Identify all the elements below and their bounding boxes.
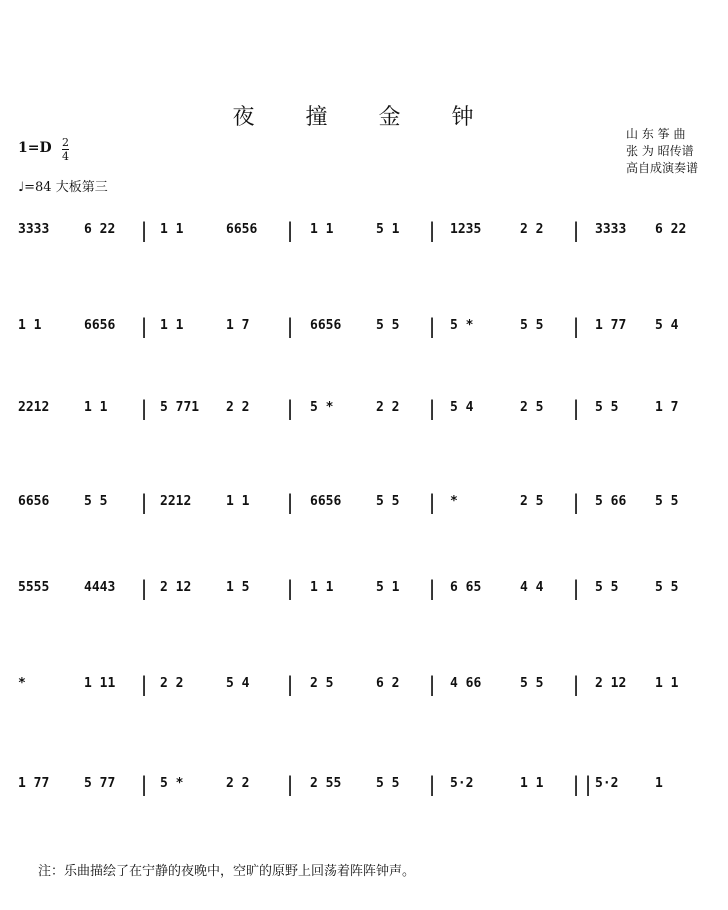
note-group: 5 5: [655, 580, 679, 595]
note-group: 2 5: [310, 676, 334, 691]
barline: |: [138, 772, 151, 796]
note-group: 5 1: [376, 222, 400, 237]
note-group: *: [18, 676, 26, 691]
barline: |: [138, 576, 151, 600]
barline: |: [138, 396, 151, 420]
footnote: 注：乐曲描绘了在宁静的夜晚中，空旷的原野上回荡着阵阵钟声。: [38, 864, 416, 879]
barline: |: [284, 218, 297, 242]
note-group: 5 5: [520, 318, 544, 333]
note-group: 1 1: [84, 400, 108, 415]
barline: |: [426, 314, 439, 338]
barline: |: [570, 218, 583, 242]
barline: |: [570, 576, 583, 600]
note-group: 1 7: [226, 318, 250, 333]
note-group: 5 5: [595, 400, 619, 415]
credit-line: 张 为 昭传谱: [626, 144, 694, 158]
note-group: 5 4: [655, 318, 679, 333]
note-group: 2 2: [226, 776, 250, 791]
note-group: 2212: [18, 400, 50, 415]
note-group: 5 66: [595, 494, 627, 509]
note-group: 5·2: [595, 776, 619, 791]
credit-line: 山 东 筝 曲: [626, 127, 686, 141]
barline: |: [570, 314, 583, 338]
note-group: 5 5: [595, 580, 619, 595]
note-group: 1 77: [18, 776, 50, 791]
barline: |: [426, 772, 439, 796]
note-group: 6656: [84, 318, 116, 333]
note-group: 5 5: [376, 776, 400, 791]
barline: |: [284, 576, 297, 600]
note-group: 6656: [310, 318, 342, 333]
time-top: 2: [62, 136, 69, 149]
note-group: 2 55: [310, 776, 342, 791]
note-group: 5 *: [310, 400, 334, 415]
barline: |: [138, 314, 151, 338]
barline: |: [138, 218, 151, 242]
note-group: 5 77: [84, 776, 116, 791]
credit-line: 高自成演奏谱: [626, 161, 699, 175]
note-group: 5 5: [655, 494, 679, 509]
barline: |: [284, 772, 297, 796]
time-bottom: 4: [62, 150, 69, 163]
page-title: 夜 撞 金 钟: [232, 105, 496, 130]
note-group: 2 12: [160, 580, 192, 595]
note-group: 2 2: [160, 676, 184, 691]
note-group: 5 *: [450, 318, 474, 333]
note-group: 1 1: [310, 222, 334, 237]
note-group: 4 66: [450, 676, 482, 691]
note-group: 1 7: [655, 400, 679, 415]
tempo-marking: ♩=84 大板第三: [18, 180, 108, 195]
note-group: 6 65: [450, 580, 482, 595]
note-group: 6656: [310, 494, 342, 509]
barline: |: [426, 490, 439, 514]
note-group: 6 22: [84, 222, 116, 237]
note-group: 5 5: [376, 318, 400, 333]
key-signature: 1=D: [18, 140, 52, 156]
barline: |: [284, 490, 297, 514]
barline: |: [284, 396, 297, 420]
note-group: 1235: [450, 222, 482, 237]
note-group: 5 *: [160, 776, 184, 791]
note-group: 2 2: [376, 400, 400, 415]
note-group: 2 5: [520, 494, 544, 509]
note-group: 1 1: [18, 318, 42, 333]
note-group: 2 2: [226, 400, 250, 415]
barline: |: [426, 672, 439, 696]
note-group: 2 2: [520, 222, 544, 237]
barline: |: [570, 672, 583, 696]
note-group: 5555: [18, 580, 50, 595]
note-group: 5·2: [450, 776, 474, 791]
note-group: *: [450, 494, 458, 509]
note-group: 6 2: [376, 676, 400, 691]
note-group: 3333: [595, 222, 627, 237]
note-group: 1: [655, 776, 663, 791]
note-group: 1 1: [160, 222, 184, 237]
note-group: 1 1: [160, 318, 184, 333]
note-group: 6656: [226, 222, 258, 237]
note-group: 4443: [84, 580, 116, 595]
note-group: 1 11: [84, 676, 116, 691]
note-group: 5 771: [160, 400, 200, 415]
note-group: 5 5: [520, 676, 544, 691]
note-group: 2 5: [520, 400, 544, 415]
barline: |: [570, 396, 583, 420]
note-group: 5 5: [84, 494, 108, 509]
note-group: 6 22: [655, 222, 687, 237]
barline: |: [138, 490, 151, 514]
note-group: 1 77: [595, 318, 627, 333]
barline: |: [426, 218, 439, 242]
note-group: 3333: [18, 222, 50, 237]
note-group: 5 5: [376, 494, 400, 509]
barline: |: [138, 672, 151, 696]
note-group: 1 1: [310, 580, 334, 595]
note-group: 5 1: [376, 580, 400, 595]
barline: |: [570, 490, 583, 514]
note-group: 6656: [18, 494, 50, 509]
note-group: 1 1: [655, 676, 679, 691]
note-group: 1 5: [226, 580, 250, 595]
barline: ||: [570, 772, 595, 796]
note-group: 5 4: [226, 676, 250, 691]
note-group: 1 1: [226, 494, 250, 509]
note-group: 4 4: [520, 580, 544, 595]
note-group: 1 1: [520, 776, 544, 791]
note-group: 2 12: [595, 676, 627, 691]
note-group: 2212: [160, 494, 192, 509]
barline: |: [284, 672, 297, 696]
barline: |: [426, 396, 439, 420]
barline: |: [284, 314, 297, 338]
barline: |: [426, 576, 439, 600]
note-group: 5 4: [450, 400, 474, 415]
